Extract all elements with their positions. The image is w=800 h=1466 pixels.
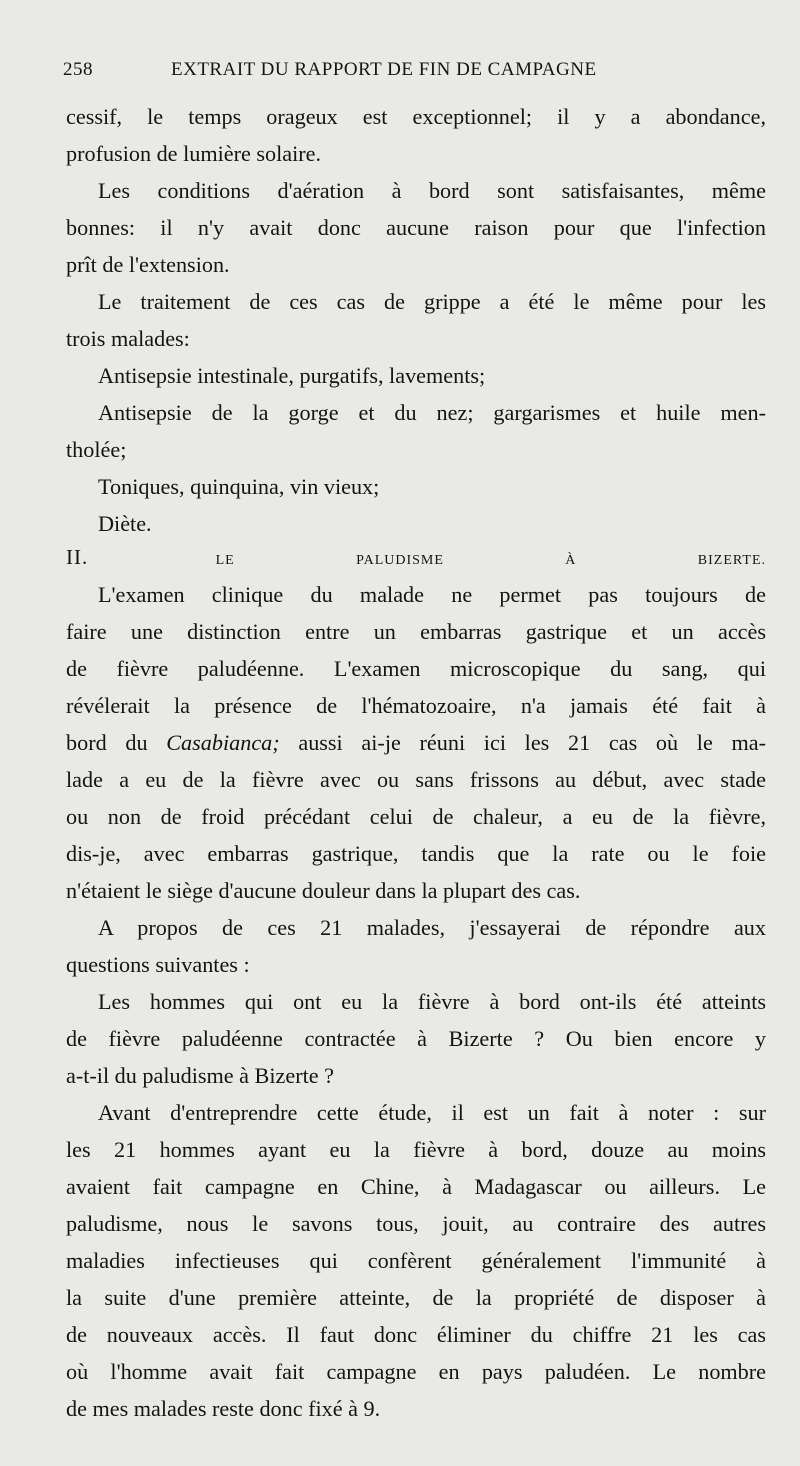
- text-line: faire une distinction entre un embarras gastrique et un accès: [66, 619, 766, 644]
- page-header: [63, 59, 760, 89]
- text-line: Le traitement de ces cas de grippe a été le même pour les: [98, 289, 766, 314]
- ship-name: Casabianca;: [166, 730, 280, 755]
- text-line: tholée;: [66, 437, 127, 462]
- text-line: a-t-il du paludisme à Bizerte ?: [66, 1063, 334, 1088]
- text-line: de fièvre paludéenne contractée à Bizerte ? Ou bien encore y: [66, 1026, 766, 1051]
- text-line: bonnes: il n'y avait donc aucune raison pour que l'infection: [66, 215, 766, 240]
- text-fragment: aussi ai-je réuni ici les 21 cas où le ma-: [279, 730, 766, 755]
- text-line: [66, 724, 766, 761]
- list-item: Antisepsie intestinale, purgatifs, lavements;: [98, 363, 486, 388]
- text-line: dis-je, avec embarras gastrique, tandis que la rate ou le foie: [66, 841, 766, 866]
- text-line: A propos de ces 21 malades, j'essayerai de répondre aux: [98, 915, 766, 940]
- section-number: II.: [66, 545, 89, 569]
- text-line: de fièvre paludéenne. L'examen microscopique du sang, qui: [66, 656, 766, 681]
- text-line: prît de l'extension.: [66, 252, 230, 277]
- text-line: de nouveaux accès. Il faut donc éliminer du chiffre 21 les cas: [66, 1322, 766, 1347]
- text-line: où l'homme avait fait campagne en pays paludéen. Le nombre: [66, 1359, 766, 1384]
- text-line: la suite d'une première atteinte, de la propriété de disposer à: [66, 1285, 766, 1310]
- text-line: questions suivantes :: [66, 952, 250, 977]
- running-head: EXTRAIT DU RAPPORT DE FIN DE CAMPAGNE: [171, 59, 597, 80]
- text-line: trois malades:: [66, 326, 190, 351]
- list-item: Antisepsie de la gorge et du nez; gargarismes et huile men-: [98, 400, 766, 425]
- text-line: avaient fait campagne en Chine, à Madagascar ou ailleurs. Le: [66, 1174, 766, 1199]
- text-fragment: bord du: [66, 730, 167, 755]
- text-line: révélerait la présence de l'hématozoaire, n'a jamais été fait à: [66, 693, 766, 718]
- text-line: profusion de lumière solaire.: [66, 141, 322, 166]
- section-heading: [66, 542, 766, 576]
- text-line: Avant d'entreprendre cette étude, il est un fait à noter : sur: [98, 1100, 766, 1125]
- text-line: de mes malades reste donc fixé à 9.: [66, 1396, 381, 1421]
- text-line: les 21 hommes ayant eu la fièvre à bord, douze au moins: [66, 1137, 766, 1162]
- text-line: cessif, le temps orageux est exceptionnel; il y a abondance,: [66, 104, 766, 129]
- page-number: 258: [63, 59, 93, 80]
- list-item: Toniques, quinquina, vin vieux;: [98, 474, 380, 499]
- text-line: lade a eu de la fièvre avec ou sans frissons au début, avec stade: [66, 767, 766, 792]
- page-body: [66, 98, 766, 1427]
- text-line: n'étaient le siège d'aucune douleur dans la plupart des cas.: [66, 878, 581, 903]
- section-title: LE PALUDISME À BIZERTE.: [215, 553, 766, 568]
- text-line: Les conditions d'aération à bord sont satisfaisantes, même: [98, 178, 766, 203]
- list-item: Diète.: [98, 511, 152, 536]
- text-line: maladies infectieuses qui confèrent généralement l'immunité à: [66, 1248, 766, 1273]
- text-line: Les hommes qui ont eu la fièvre à bord ont-ils été atteints: [98, 989, 766, 1014]
- text-line: paludisme, nous le savons tous, jouit, au contraire des autres: [66, 1211, 766, 1236]
- text-line: L'examen clinique du malade ne permet pas toujours de: [98, 582, 766, 607]
- text-line: ou non de froid précédant celui de chaleur, a eu de la fièvre,: [66, 804, 766, 829]
